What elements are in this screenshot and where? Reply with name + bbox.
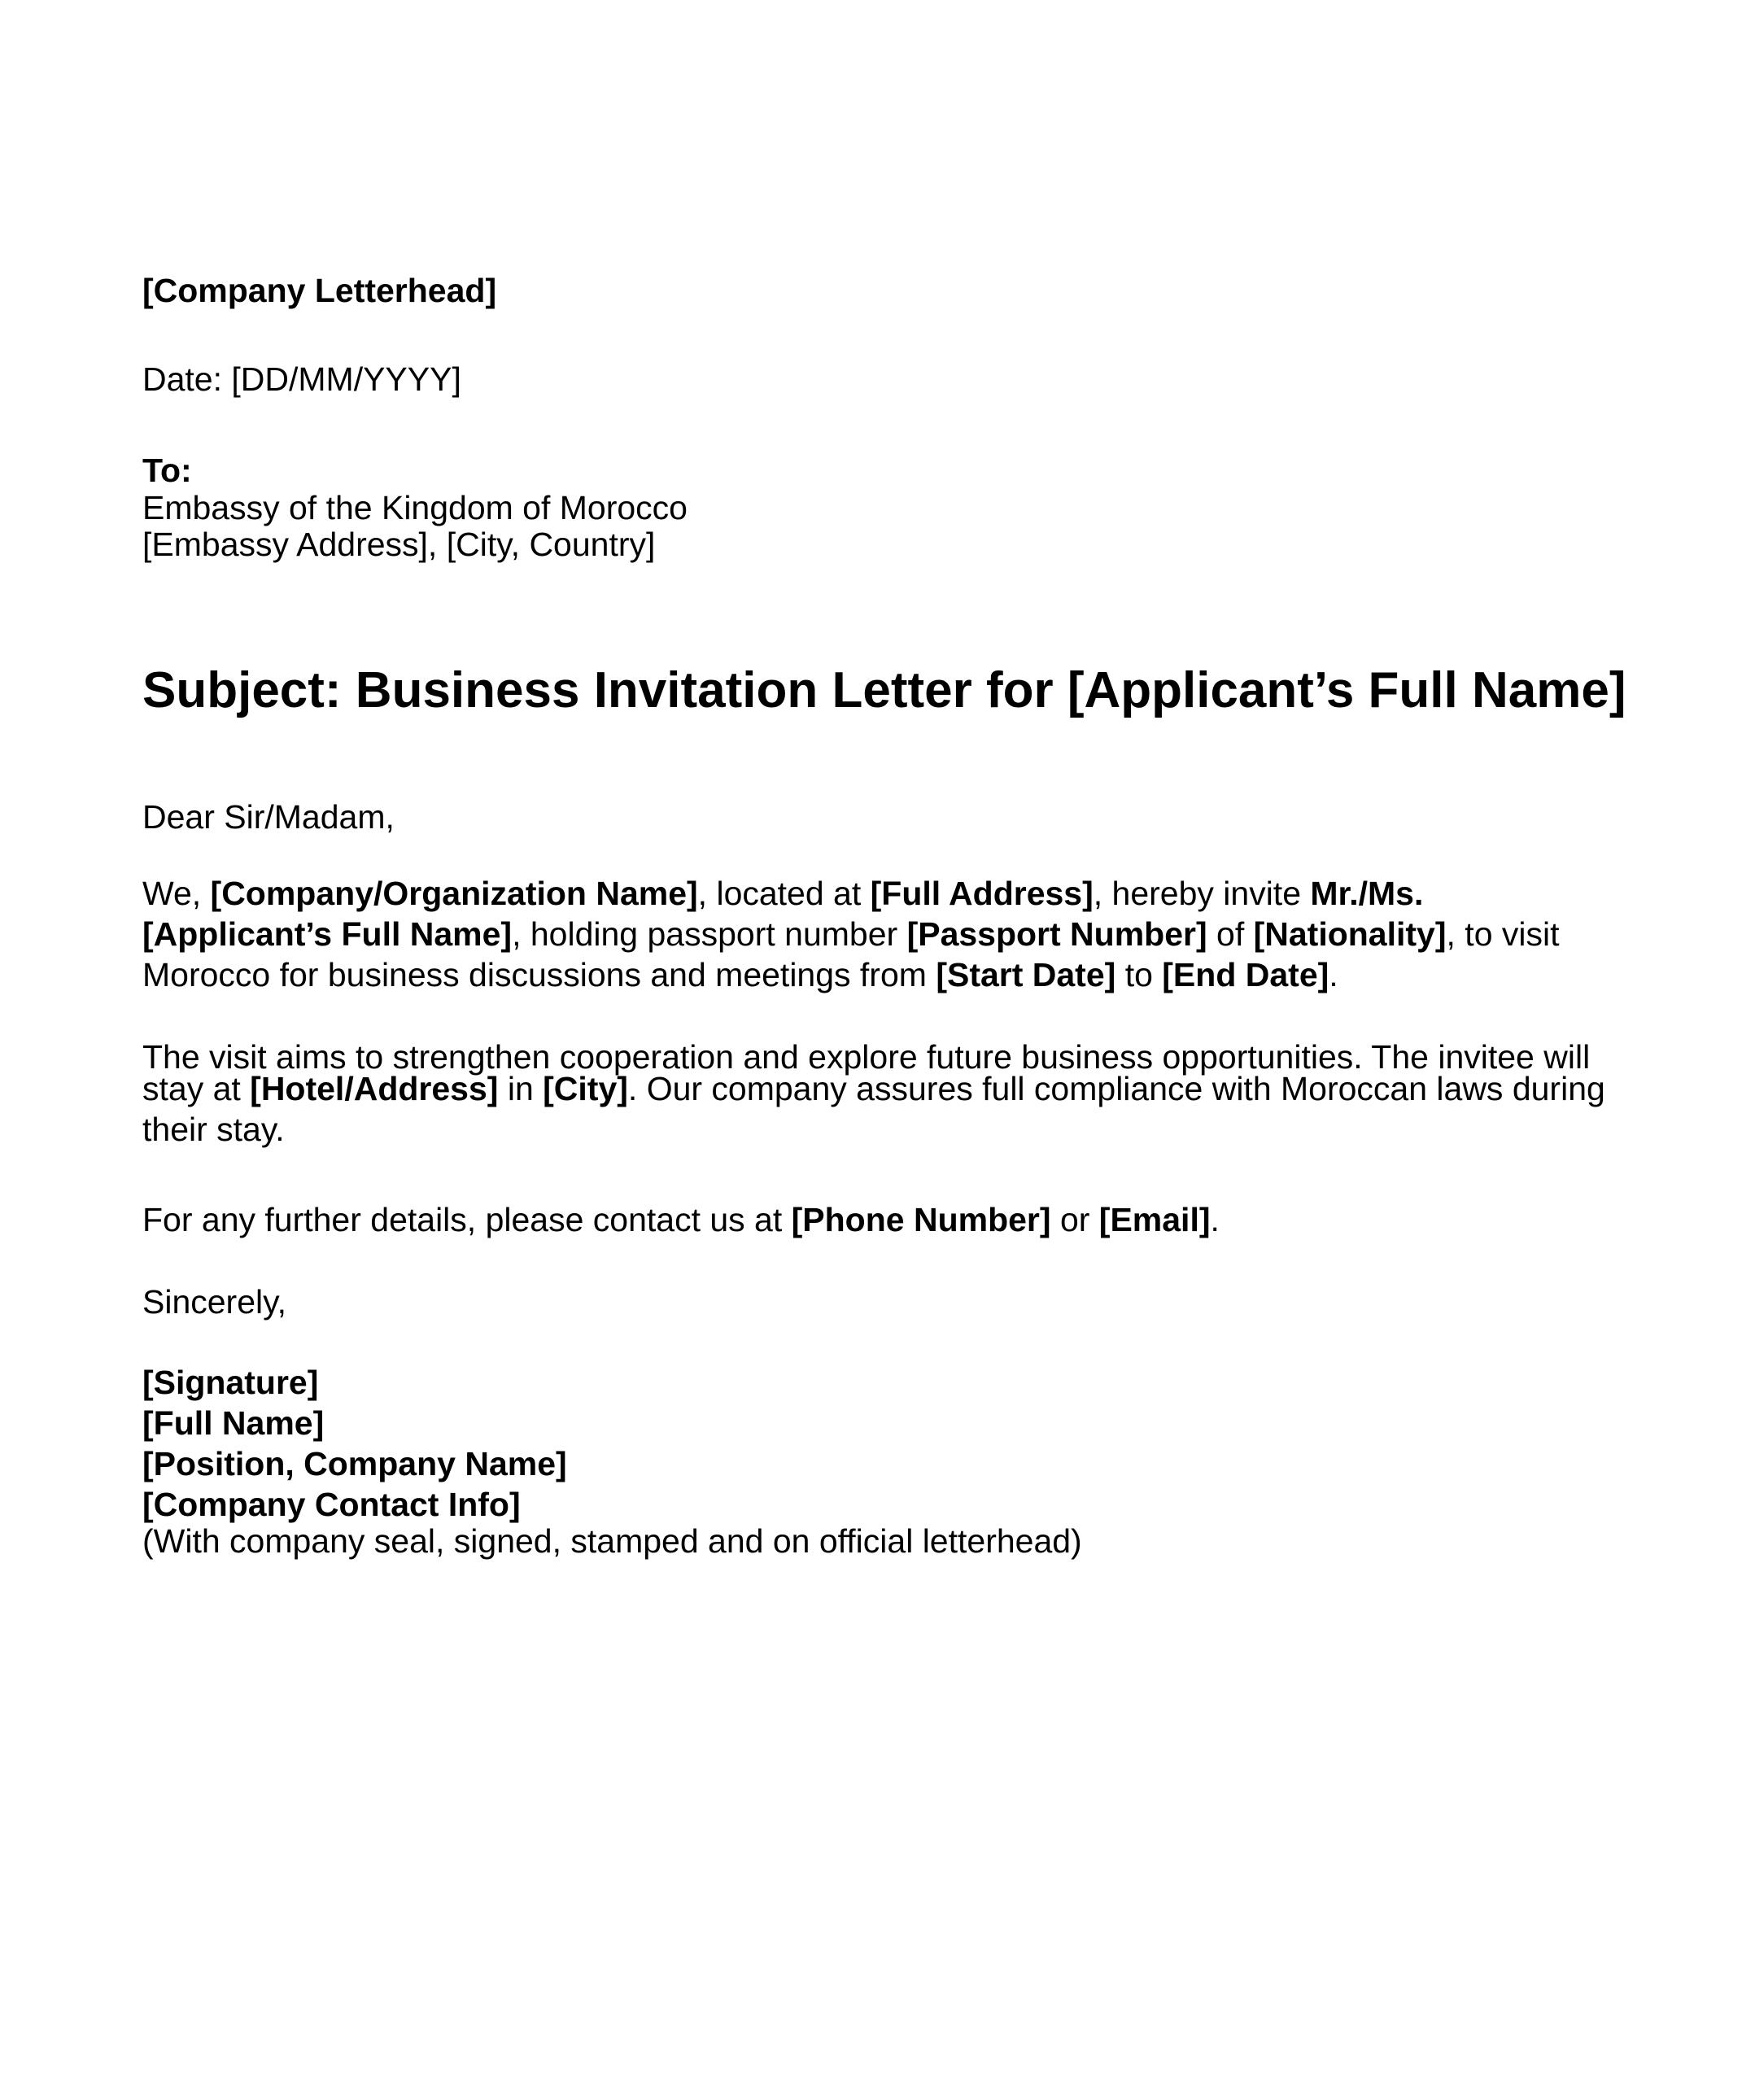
signer-full-name: [Full Name]	[142, 1404, 325, 1442]
paragraph-2-line-3: their stay.	[142, 1111, 285, 1148]
placeholder-phone-number: [Phone Number]	[791, 1201, 1051, 1238]
paragraph-1-line-2	[142, 915, 1560, 953]
letter-subject: Subject: Business Invitation Letter for [Applicant’s Full Name]	[142, 662, 1626, 718]
paragraph-2-line-2	[142, 1072, 1605, 1106]
text: or	[1050, 1201, 1099, 1238]
paragraph-3-contact	[142, 1203, 1220, 1237]
placeholder-company-name: [Company/Organization Name]	[210, 875, 698, 912]
signer-contact-info: [Company Contact Info]	[142, 1486, 521, 1523]
placeholder-applicant-name: [Applicant’s Full Name]	[142, 915, 513, 953]
recipient-address: [Embassy Address], [City, Country]	[142, 526, 656, 563]
text: , holding passport number	[512, 915, 907, 953]
text: We,	[142, 875, 211, 912]
placeholder-full-address: [Full Address]	[870, 875, 1094, 912]
paragraph-2-line-1: The visit aims to strengthen cooperation and explore future business opportunities. The invitee will	[142, 1038, 1591, 1076]
honorific: Mr./Ms.	[1310, 875, 1424, 912]
placeholder-city: [City]	[543, 1070, 628, 1107]
placeholder-email: [Email]	[1098, 1201, 1211, 1238]
text: .	[1210, 1201, 1220, 1238]
text: to	[1115, 956, 1163, 993]
placeholder-start-date: [Start Date]	[936, 956, 1116, 993]
paragraph-1-line-1	[142, 877, 1423, 910]
salutation: Dear Sir/Madam,	[142, 798, 395, 836]
letter-date: Date: [DD/MM/YYYY]	[142, 360, 461, 398]
signer-position: [Position, Company Name]	[142, 1445, 567, 1482]
text: in	[498, 1070, 544, 1107]
text: , to visit	[1446, 915, 1560, 953]
placeholder-passport-number: [Passport Number]	[906, 915, 1207, 953]
text: For any further details, please contact us at	[142, 1201, 792, 1238]
text: , hereby invite	[1093, 875, 1311, 912]
placeholder-end-date: [End Date]	[1162, 956, 1329, 993]
company-letterhead: [Company Letterhead]	[142, 272, 497, 309]
text: Morocco for business discussions and meetings from	[142, 956, 936, 993]
text: , located at	[697, 875, 871, 912]
seal-note: (With company seal, signed, stamped and on official letterhead)	[142, 1522, 1082, 1560]
text: stay at	[142, 1070, 251, 1107]
placeholder-nationality: [Nationality]	[1253, 915, 1447, 953]
recipient-name: Embassy of the Kingdom of Morocco	[142, 489, 688, 526]
text: of	[1207, 915, 1254, 953]
paragraph-1-line-3	[142, 958, 1338, 992]
signature-placeholder: [Signature]	[142, 1364, 319, 1401]
to-label: To:	[142, 452, 192, 489]
closing: Sincerely,	[142, 1283, 286, 1321]
placeholder-hotel-address: [Hotel/Address]	[250, 1070, 499, 1107]
text: .	[1329, 956, 1338, 993]
text: . Our company assures full compliance with Moroccan laws during	[627, 1070, 1605, 1107]
